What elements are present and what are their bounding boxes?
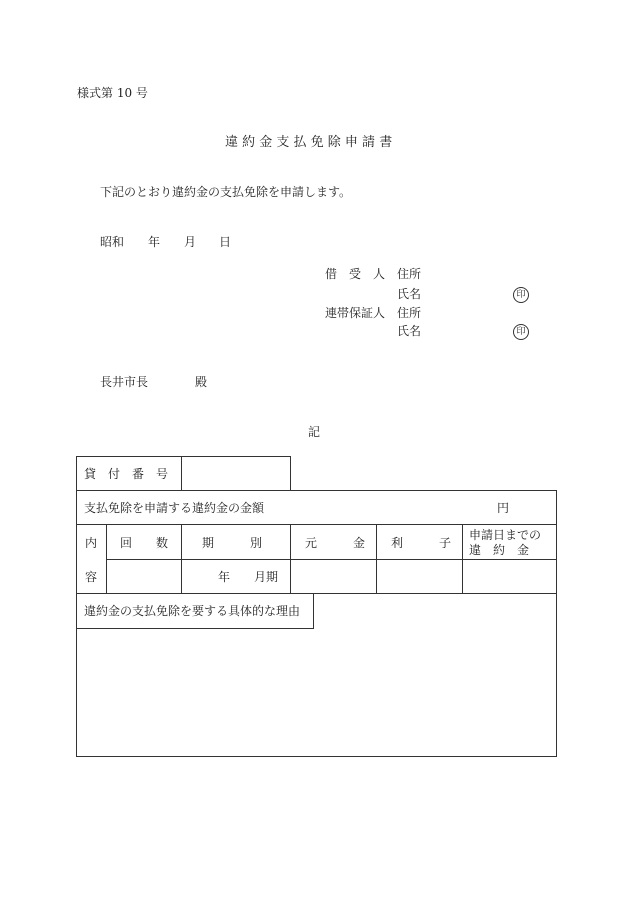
col-line-2 (181, 524, 182, 593)
intro-text: 下記のとおり違約金の支払免除を申請します。 (100, 185, 352, 199)
penalty-field[interactable] (463, 560, 556, 592)
guarantor-label: 連帯保証人 (325, 306, 386, 320)
borrower-seal-icon: 印 (513, 287, 529, 303)
period-value: 年 月期 (218, 570, 279, 584)
guarantor-seal-icon: 印 (513, 324, 529, 340)
ki-heading: 記 (308, 425, 321, 439)
date-era: 昭和 (100, 235, 125, 249)
header-principal: 元 金 (305, 536, 366, 550)
header-penalty-line1: 申請日までの (469, 528, 542, 542)
borrower-name-label: 氏名 (397, 287, 422, 301)
row-line-1 (76, 524, 557, 525)
guarantor-name-label: 氏名 (397, 324, 422, 338)
principal-field[interactable] (291, 560, 375, 592)
detail-label-2: 容 (85, 570, 98, 584)
document-title: 違 約 金 支 払 免 除 申 請 書 (225, 135, 393, 150)
row-line-3 (76, 593, 557, 594)
date-year: 年 (148, 235, 161, 249)
reason-label-divider (313, 593, 314, 628)
header-period: 期 別 (202, 536, 263, 550)
yen-unit: 円 (497, 501, 510, 515)
borrower-address-label: 住所 (397, 267, 422, 281)
loan-number-field[interactable] (182, 457, 290, 490)
count-field[interactable] (107, 560, 180, 592)
date-day: 日 (219, 235, 232, 249)
header-count: 回 数 (120, 536, 169, 550)
header-interest: 利 子 (391, 536, 452, 550)
amount-label: 支払免除を申請する違約金の金額 (84, 501, 265, 515)
addressee-honorific: 殿 (195, 375, 208, 389)
loan-number-label: 貸 付 番 号 (84, 467, 169, 481)
header-penalty-line2: 違 約 金 (469, 543, 530, 557)
addressee-name: 長井市長 (100, 375, 149, 389)
form-number: 様式第 10 号 (77, 86, 148, 100)
detail-label-1: 内 (85, 536, 98, 550)
guarantor-address-label: 住所 (397, 306, 422, 320)
interest-field[interactable] (377, 560, 461, 592)
borrower-label: 借 受 人 (325, 267, 386, 281)
reason-label: 違約金の支払免除を要する具体的な理由 (84, 604, 301, 618)
date-month: 月 (184, 235, 197, 249)
reason-field[interactable] (77, 629, 556, 756)
